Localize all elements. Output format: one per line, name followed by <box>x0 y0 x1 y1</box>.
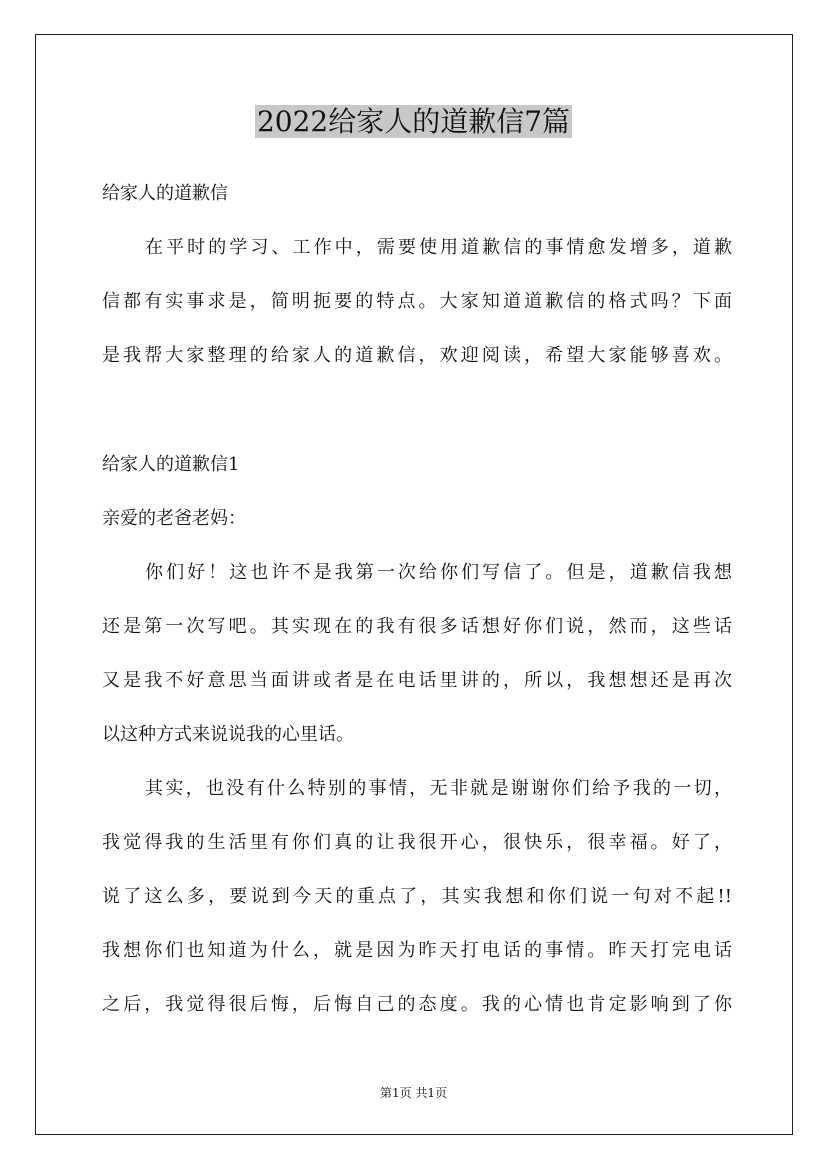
page-footer <box>0 1085 827 1101</box>
letter-paragraph-line: 你们好！这也许不是我第一次给你们写信了。但是，道歉信我想 <box>145 562 732 583</box>
document-title <box>0 100 827 144</box>
document-title-text: 2022给家人的道歉信7篇 <box>256 105 571 138</box>
letter-salutation: 亲爱的老爸老妈： <box>102 508 246 529</box>
letter-paragraph-line: 又是我不好意思当面讲或者是在电话里讲的，所以，我想想还是再次 <box>102 670 732 691</box>
letter-paragraph-line: 之后，我觉得很后悔，后悔自己的态度。我的心情也肯定影响到了你 <box>102 994 732 1015</box>
letter-paragraph-line: 其实，也没有什么特别的事情，无非就是谢谢你们给予我的一切， <box>145 778 732 799</box>
letter-paragraph-line: 还是第一次写吧。其实现在的我有很多话想好你们说，然而，这些话 <box>102 616 732 637</box>
intro-paragraph-line: 是我帮大家整理的给家人的道歉信，欢迎阅读，希望大家能够喜欢。 <box>102 345 732 366</box>
letter-paragraph-line: 以这种方式来说说我的心里话。 <box>102 724 354 745</box>
letter-paragraph-line: 说了这么多，要说到今天的重点了，其实我想和你们说一句对不起!! <box>102 886 732 907</box>
intro-paragraph-line: 信都有实事求是，简明扼要的特点。大家知道道歉信的格式吗？下面 <box>102 291 732 312</box>
intro-paragraph-line: 在平时的学习、工作中，需要使用道歉信的事情愈发增多，道歉 <box>145 237 732 258</box>
letter-paragraph-line: 我觉得我的生活里有你们真的让我很开心，很快乐，很幸福。好了， <box>102 832 732 853</box>
page-number-label: 第1页 共1页 <box>379 1086 448 1100</box>
intro-heading: 给家人的道歉信 <box>102 183 228 204</box>
letter-1-heading: 给家人的道歉信1 <box>102 454 240 475</box>
letter-paragraph-line: 我想你们也知道为什么，就是因为昨天打电话的事情。昨天打完电话 <box>102 940 732 961</box>
